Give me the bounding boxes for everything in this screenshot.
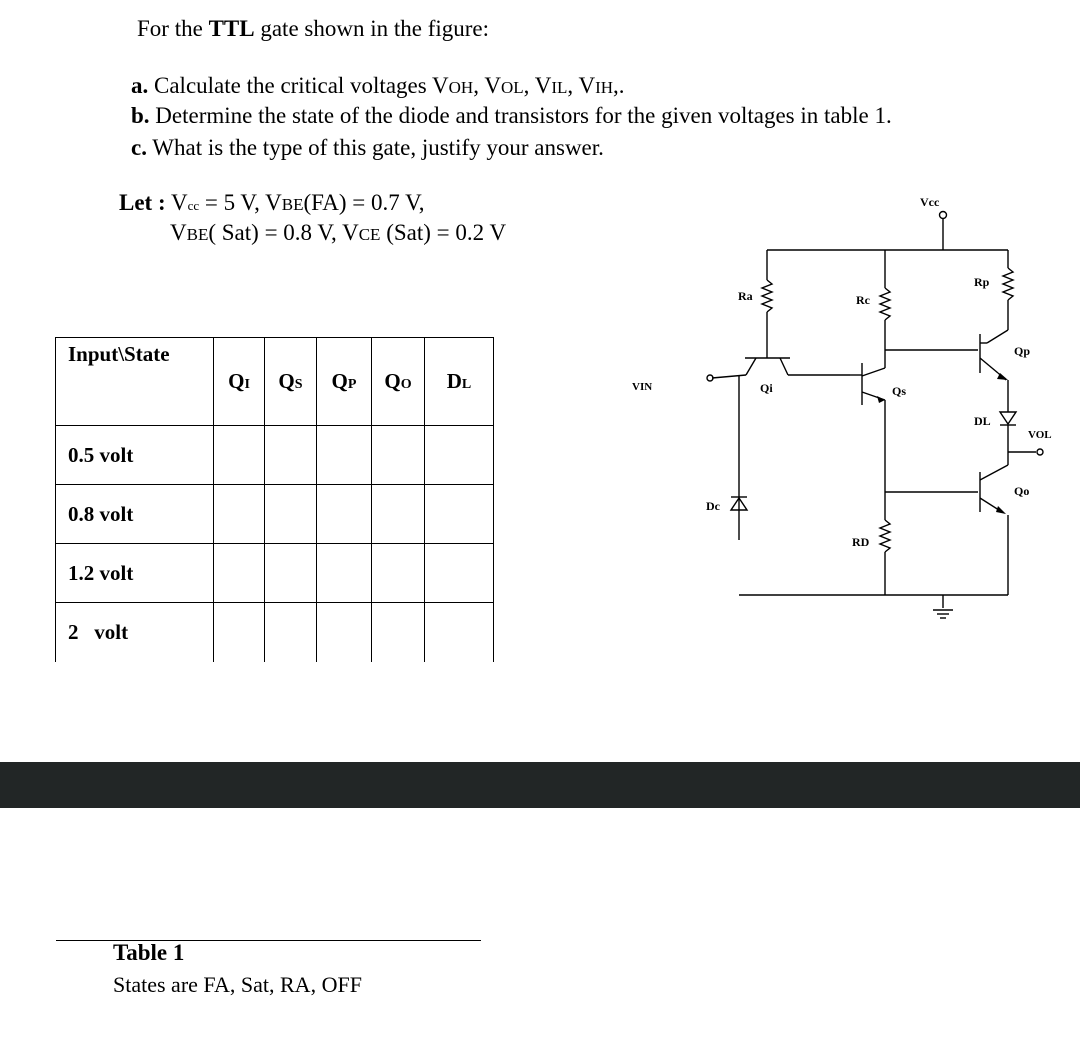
table-cell[interactable]	[317, 485, 372, 544]
vcc-terminal	[940, 212, 947, 219]
table-cell[interactable]	[425, 544, 494, 603]
rp-label: Rp	[974, 275, 990, 289]
col-header-qi: QI	[214, 338, 265, 426]
table-cell[interactable]	[214, 426, 265, 485]
table-cell[interactable]	[317, 426, 372, 485]
qo-label: Qo	[1014, 484, 1030, 498]
question-b: b. Determine the state of the diode and transistors for the given voltages in table 1.	[131, 103, 892, 128]
table-cell[interactable]	[372, 544, 425, 603]
table-corner-header: Input\State	[56, 338, 214, 426]
col-header-qs: QS	[265, 338, 317, 426]
row-input-label: 2 volt	[56, 603, 214, 662]
ra-label: Ra	[738, 289, 753, 303]
rc-resistor	[880, 288, 890, 320]
dl-label: DL	[974, 414, 991, 428]
table-cell[interactable]	[214, 603, 265, 662]
col-header-qo: QO	[372, 338, 425, 426]
question-c: c. What is the type of this gate, justify your answer.	[131, 135, 604, 160]
dc-label: Dc	[706, 499, 720, 513]
table-cell[interactable]	[214, 544, 265, 603]
table-cell[interactable]	[425, 426, 494, 485]
row-input-label: 1.2 volt	[56, 544, 214, 603]
ttl-circuit-diagram	[600, 180, 1070, 640]
col-header-qp: QP	[317, 338, 372, 426]
table-note: States are FA, Sat, RA, OFF	[113, 972, 362, 997]
qs-label: Qs	[892, 384, 907, 398]
qp-label: Qp	[1014, 344, 1031, 358]
table-cell[interactable]	[317, 544, 372, 603]
table-cell[interactable]	[317, 603, 372, 662]
given-values-line-1: Let : Vcc = 5 V, VBE(FA) = 0.7 V,	[119, 190, 425, 215]
table-cell[interactable]	[425, 603, 494, 662]
qi-label: Qi	[760, 381, 773, 395]
vol-label: VOL	[1028, 429, 1052, 441]
given-values-line-2: VBE( Sat) = 0.8 V, VCE (Sat) = 0.2 V	[170, 220, 507, 245]
table-row	[56, 544, 494, 603]
row-input-label: 0.8 volt	[56, 485, 214, 544]
col-header-dl: DL	[425, 338, 494, 426]
row-input-label: 0.5 volt	[56, 426, 214, 485]
table-cell[interactable]	[265, 603, 317, 662]
question-a: a. Calculate the critical voltages VOH, VOL, VIL, VIH,.	[131, 73, 625, 98]
vin-label: VIN	[632, 381, 653, 393]
dl-diode	[1000, 412, 1016, 424]
table-row	[56, 426, 494, 485]
rc-label: Rc	[856, 293, 870, 307]
table-cell[interactable]	[265, 544, 317, 603]
table-caption: Table 1	[113, 940, 185, 965]
table-cell[interactable]	[425, 485, 494, 544]
ra-resistor	[762, 280, 772, 312]
vcc-label: Vcc	[920, 195, 940, 209]
table-cell[interactable]	[372, 603, 425, 662]
table-cell[interactable]	[214, 485, 265, 544]
rd-label: RD	[852, 535, 870, 549]
table-cell[interactable]	[372, 485, 425, 544]
table-row	[56, 485, 494, 544]
rp-resistor	[1003, 268, 1013, 300]
rd-resistor	[880, 520, 890, 552]
dark-separator-band	[0, 762, 1080, 808]
table-row	[56, 603, 494, 662]
table-cell[interactable]	[372, 426, 425, 485]
table-cell[interactable]	[265, 485, 317, 544]
vol-terminal	[1037, 449, 1043, 455]
state-table	[55, 337, 494, 662]
table-cell[interactable]	[265, 426, 317, 485]
problem-title: For the TTL gate shown in the figure:	[137, 16, 490, 41]
table-header-row	[56, 338, 494, 426]
